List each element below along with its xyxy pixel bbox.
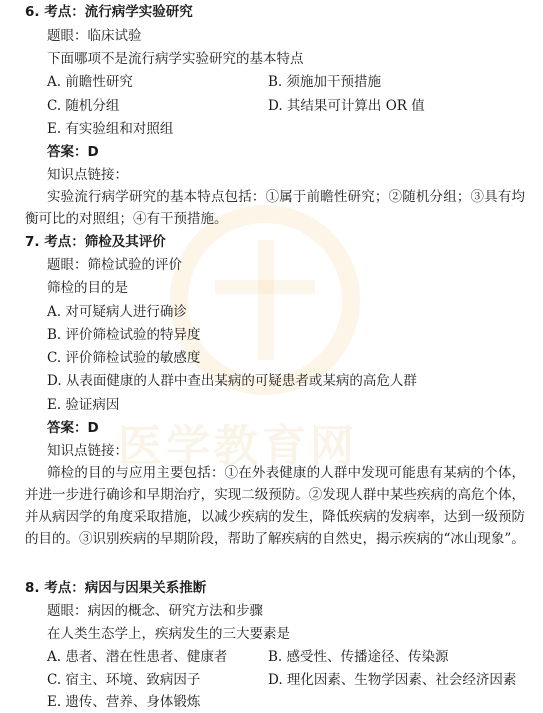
q6-option-a: A. 前瞻性研究 <box>47 74 133 90</box>
q8-topic: 题眼：病因的概念、研究方法和步骤 <box>47 603 263 619</box>
q8-option-c: C. 宿主、环境、致病因子 <box>47 672 201 688</box>
q8-option-e: E. 遗传、营养、身体锻炼 <box>47 694 201 710</box>
q6-option-b: B. 须施加干预措施 <box>268 74 382 90</box>
q6-link-label: 知识点链接： <box>47 167 128 183</box>
q6-answer: 答案：D <box>47 144 99 160</box>
watermark-cross-horizontal <box>215 280 315 294</box>
q6-option-c: C. 随机分组 <box>47 98 120 114</box>
q7-option-e: E. 验证病因 <box>47 397 120 413</box>
q8-option-b: B. 感受性、传播途径、传染源 <box>268 649 449 665</box>
q8-question: 在人类生态学上，疾病发生的三大要素是 <box>47 626 290 642</box>
q6-question: 下面哪项不是流行病学实验研究的基本特点 <box>47 51 304 67</box>
q7-option-b: B. 评价筛检试验的特异度 <box>47 327 201 343</box>
q7-heading: 7. 考点：筛检及其评价 <box>25 234 166 250</box>
q7-option-a: A. 对可疑病人进行确诊 <box>47 304 187 320</box>
q7-option-c: C. 评价筛检试验的敏感度 <box>47 350 201 366</box>
q8-heading: 8. 考点：病因与因果关系推断 <box>25 580 207 596</box>
q8-option-a: A. 患者、潜在性患者、健康者 <box>47 649 228 665</box>
q6-explanation: 实验流行病学研究的基本特点包括：①属于前瞻性研究；②随机分组；③具有均衡可比的对照组；④有干预措施。 <box>25 189 525 227</box>
q7-option-d: D. 从表面健康的人群中查出某病的可疑患者或某病的高危人群 <box>47 373 417 389</box>
q7-answer: 答案：D <box>47 420 99 436</box>
q6-option-e: E. 有实验组和对照组 <box>47 121 174 137</box>
q7-explanation: 筛检的目的与应用主要包括：①在外表健康的人群中发现可能患有某病的个体，并进一步进行确诊和早期治疗，实现二级预防。②发现人群中某些疾病的高危个体，并从病因学的角度采取措施，以减少疾病的发生，降低疾病的发病率，达到一级预防的目的。③识别疾病的早期阶段，帮助了解疾病的自然史，揭示疾病的“冰山现象”。 <box>25 465 525 547</box>
watermark-text: 医学教育网 <box>118 421 358 472</box>
q6-heading: 6. 考点：流行病学实验研究 <box>25 4 193 20</box>
q6-topic: 题眼：临床试验 <box>47 28 142 44</box>
q7-topic: 题眼：筛检试验的评价 <box>47 257 182 273</box>
q6-option-d: D. 其结果可计算出 OR 值 <box>268 98 425 114</box>
q7-question: 筛检的目的是 <box>47 280 128 296</box>
watermark-cross-vertical <box>258 240 274 360</box>
q7-link-label: 知识点链接： <box>47 443 128 459</box>
q8-option-d: D. 理化因素、生物学因素、社会经济因素 <box>268 672 517 688</box>
